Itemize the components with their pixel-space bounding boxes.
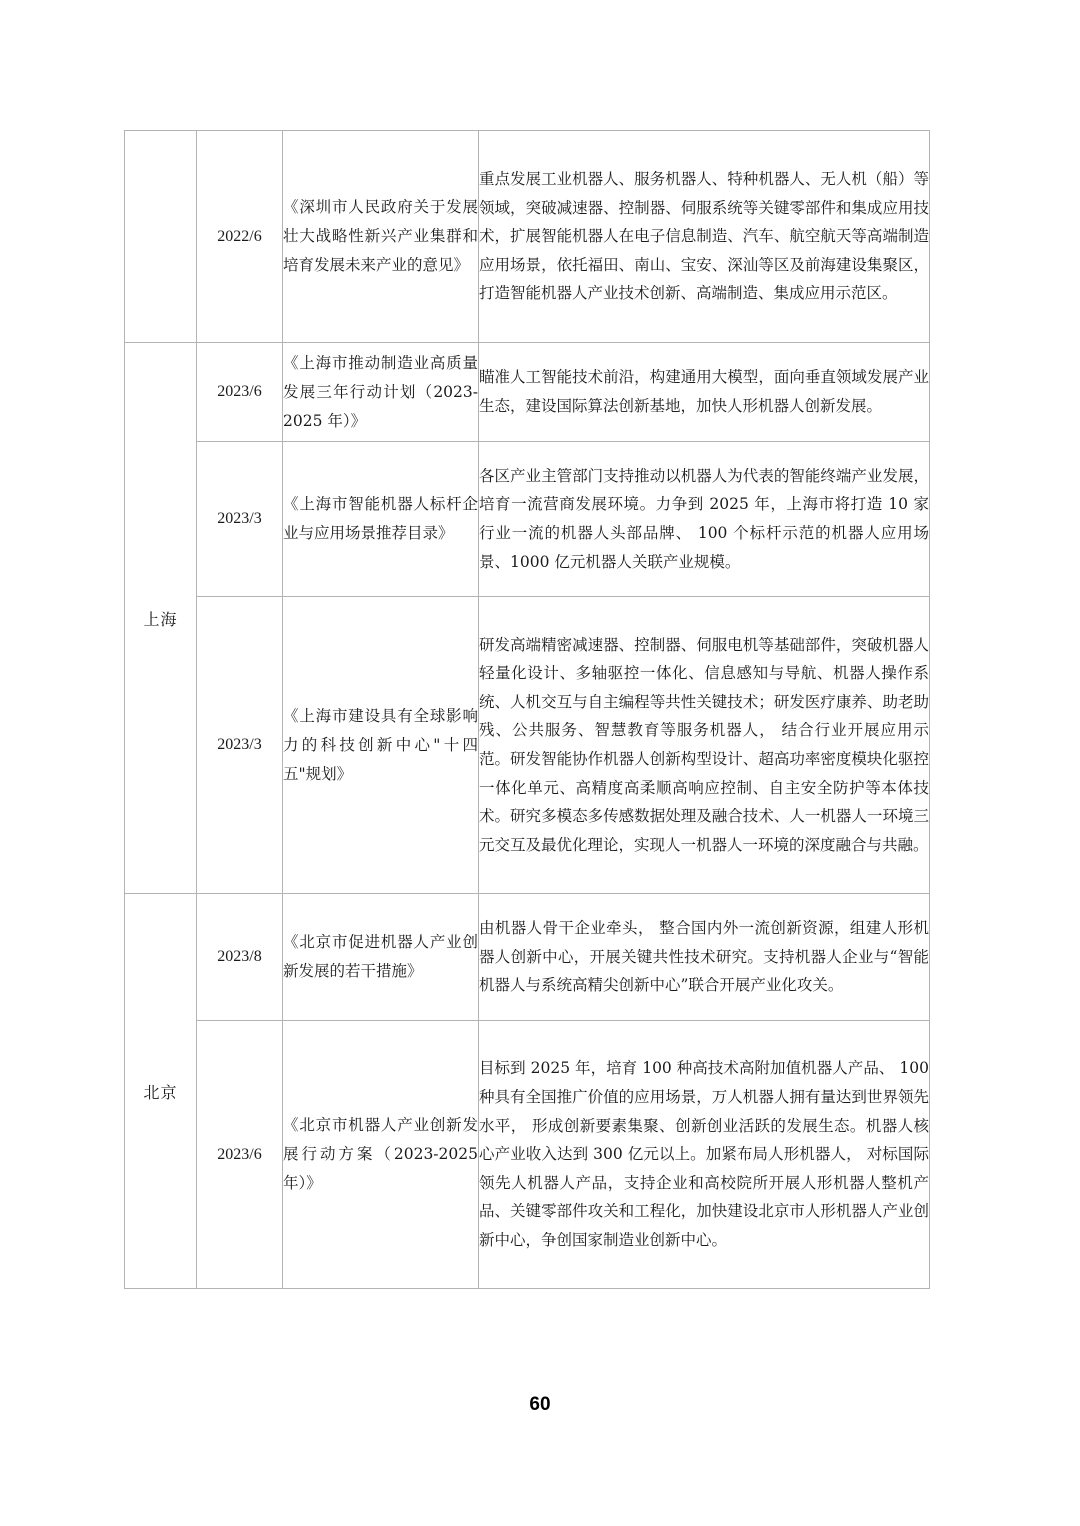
date-cell: 2023/8 <box>197 894 283 1021</box>
date-cell: 2023/6 <box>197 343 283 442</box>
document-title-cell: 《北京市机器人产业创新发展行动方案（2023-2025 年）》 <box>283 1021 479 1289</box>
document-title-cell: 《深圳市人民政府关于发展壮大战略性新兴产业集群和培育发展未来产业的意见》 <box>283 131 479 343</box>
policy-content-cell: 目标到 2025 年，培育 100 种高技术高附加值机器人产品、 100 种具有全国推广价值的应用场景，万人机器人拥有量达到世界领先水平， 形成创新要素集聚、创新创业活跃的发展生态。机器人核心产业收入达到 300 亿元以上。加紧布局人形机器人， 对标国际领先人机器人产品，支持企业和高校院所开展人形机器人整机产品、关键零部件攻关和工程化，加快建设北京市人形机器人产业创新中心，争创国家制造业创新中心。 <box>479 1021 930 1289</box>
date-cell: 2023/3 <box>197 597 283 894</box>
city-cell-shenzhen <box>125 131 197 343</box>
document-title-cell: 《上海市智能机器人标杆企业与应用场景推荐目录》 <box>283 442 479 597</box>
document-title-cell: 《上海市推动制造业高质量发展三年行动计划（2023-2025 年）》 <box>283 343 479 442</box>
document-title-cell: 《上海市建设具有全球影响力的科技创新中心"十四五"规划》 <box>283 597 479 894</box>
document-title-cell: 《北京市促进机器人产业创新发展的若干措施》 <box>283 894 479 1021</box>
date-cell: 2023/6 <box>197 1021 283 1289</box>
table-row <box>125 1021 930 1289</box>
table-row <box>125 131 930 343</box>
city-cell-shanghai: 上海 <box>125 343 197 894</box>
policy-content-cell: 重点发展工业机器人、服务机器人、特种机器人、无人机（船）等领域，突破减速器、控制器、伺服系统等关键零部件和集成应用技术，扩展智能机器人在电子信息制造、汽车、航空航天等高端制造应用场景，依托福田、南山、宝安、深汕等区及前海建设集聚区，打造智能机器人产业技术创新、高端制造、集成应用示范区。 <box>479 131 930 343</box>
policy-table <box>124 130 930 1289</box>
table-row <box>125 597 930 894</box>
city-cell-beijing: 北京 <box>125 894 197 1289</box>
page-number: 60 <box>529 1394 551 1415</box>
policy-content-cell: 各区产业主管部门支持推动以机器人为代表的智能终端产业发展，培育一流营商发展环境。力争到 2025 年，上海市将打造 10 家行业一流的机器人头部品牌、 100 个标杆示范的机器人应用场景、1000 亿元机器人关联产业规模。 <box>479 442 930 597</box>
policy-content-cell: 研发高端精密减速器、控制器、伺服电机等基础部件，突破机器人轻量化设计、多轴驱控一体化、信息感知与导航、机器人操作系统、人机交互与自主编程等共性关键技术；研发医疗康养、助老助残、公共服务、智慧教育等服务机器人， 结合行业开展应用示范。研发智能协作机器人创新构型设计、超高功率密度模块化驱控一体化单元、高精度高柔顺高响应控制、自主安全防护等本体技术。研究多模态多传感数据处理及融合技术、人一机器人一环境三元交互及最优化理论，实现人一机器人一环境的深度融合与共融。 <box>479 597 930 894</box>
date-cell: 2023/3 <box>197 442 283 597</box>
policy-content-cell: 瞄准人工智能技术前沿，构建通用大模型，面向垂直领域发展产业生态，建设国际算法创新基地，加快人形机器人创新发展。 <box>479 343 930 442</box>
table-row <box>125 894 930 1021</box>
policy-content-cell: 由机器人骨干企业牵头， 整合国内外一流创新资源，组建人形机器人创新中心，开展关键共性技术研究。支持机器人企业与“智能机器人与系统高精尖创新中心”联合开展产业化攻关。 <box>479 894 930 1021</box>
table-row <box>125 442 930 597</box>
date-cell: 2022/6 <box>197 131 283 343</box>
table-row <box>125 343 930 442</box>
